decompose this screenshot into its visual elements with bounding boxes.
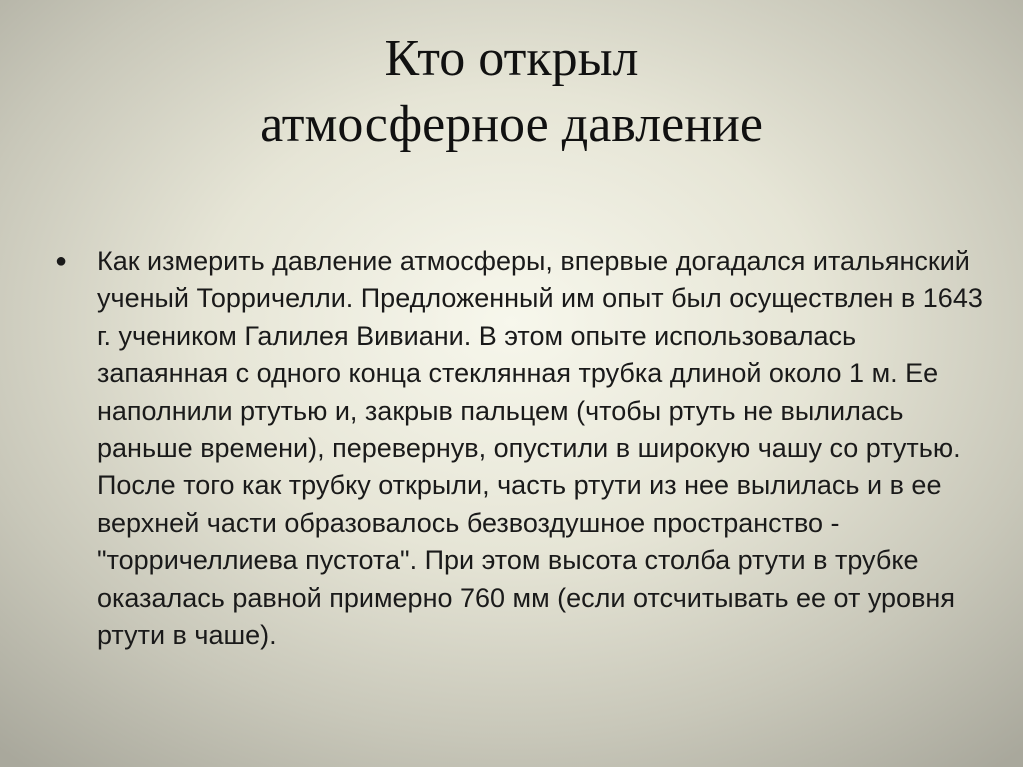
title-line-1: Кто открыл xyxy=(384,30,639,87)
bullet-text: Как измерить давление атмосферы, впервые догадался итальянский ученый Торричелли. Предложенный им опыт был осуществлен в 1643 г. учеником Галилея Вивиани. В этом опыте использовалась запаянная с одного конца стеклянная трубка длиной около 1 м. Ее наполнили ртутью и, закрыв пальцем (чтобы ртуть не вылилась раньше времени), перевернув, опустили в широкую чашу со ртутью. После того как трубку открыли, часть ртути из нее вылилась и в ее верхней части образовалось безвоздушное пространство -"торричеллиева пустота". При этом высота столба ртути в трубке оказалась равной примерно 760 мм (если отсчитывать ее от уровня ртути в чаше). xyxy=(97,246,983,651)
list-item xyxy=(55,243,985,654)
content-list xyxy=(55,243,985,654)
title-line-2: атмосферное давление xyxy=(260,96,763,153)
slide-title xyxy=(0,26,1023,158)
bullet-icon: ● xyxy=(55,250,68,272)
